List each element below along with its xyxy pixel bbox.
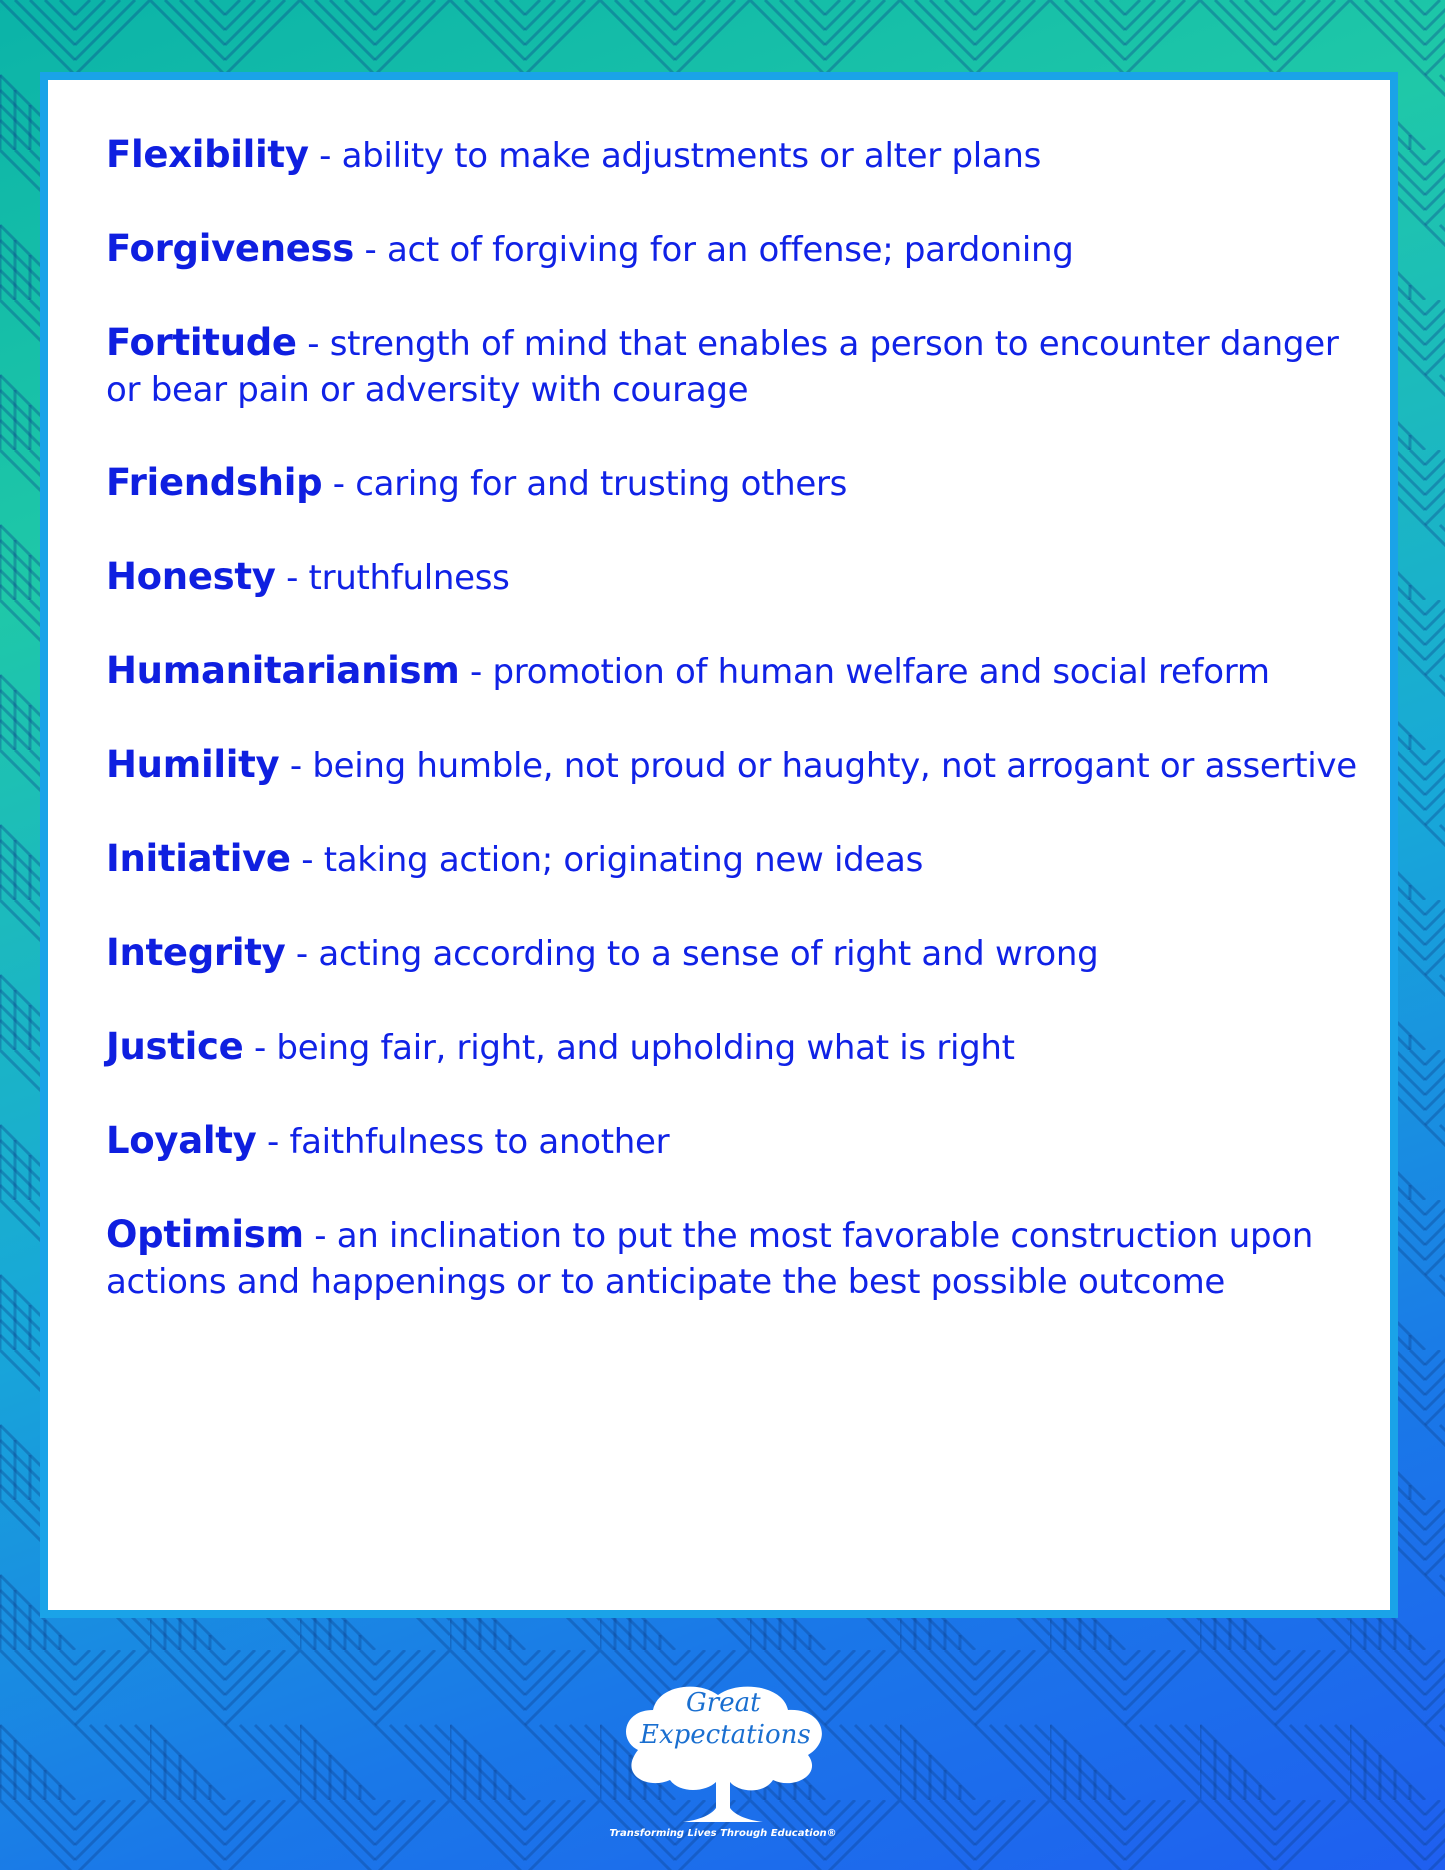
term-separator: - xyxy=(275,558,309,598)
term-separator: - xyxy=(285,934,319,974)
logo-text-expectations: Expectations xyxy=(640,1720,811,1750)
term-separator: - xyxy=(354,230,387,270)
definition-entry xyxy=(106,554,1376,601)
definition-entry xyxy=(106,132,1376,179)
definition-entry xyxy=(106,1212,1376,1305)
term-separator: - xyxy=(279,746,313,786)
term-label: Honesty xyxy=(106,555,276,598)
term-label: Integrity xyxy=(106,931,286,974)
definition-text: promotion of human welfare and social reform xyxy=(492,652,1270,692)
definition-entry xyxy=(106,1024,1376,1071)
term-label: Fortitude xyxy=(106,321,297,364)
term-label: Optimism xyxy=(106,1213,304,1256)
definition-entry xyxy=(106,742,1376,789)
definition-text: faithfulness to another xyxy=(289,1122,670,1162)
definition-entry xyxy=(106,226,1376,273)
definition-text: an inclination to put the most favorable construction upon actions and happenings or to anticipate the best possible outcome xyxy=(106,1216,1314,1302)
definition-entry xyxy=(106,836,1376,883)
term-label: Flexibility xyxy=(106,133,309,176)
term-separator: - xyxy=(296,324,330,364)
term-separator: - xyxy=(322,464,356,504)
definition-text: act of forgiving for an offense; pardoning xyxy=(387,230,1074,270)
definition-entry xyxy=(106,648,1376,695)
definition-text: strength of mind that enables a person to encounter danger or bear pain or adversity with courage xyxy=(106,324,1339,410)
term-label: Loyalty xyxy=(106,1119,257,1162)
term-separator: - xyxy=(290,840,324,880)
definitions-card xyxy=(40,72,1398,1618)
definition-text: being fair, right, and upholding what is right xyxy=(276,1028,1015,1068)
definition-text: being humble, not proud or haughty, not arrogant or assertive xyxy=(312,746,1357,786)
term-label: Humanitarianism xyxy=(106,649,460,692)
definition-entry xyxy=(106,320,1376,413)
great-expectations-logo xyxy=(598,1680,848,1850)
term-label: Justice xyxy=(106,1025,244,1068)
definition-entry xyxy=(106,930,1376,977)
definition-text: truthfulness xyxy=(308,558,510,598)
term-label: Humility xyxy=(106,743,280,786)
logo-text-great: Great xyxy=(686,1688,761,1718)
definition-text: caring for and trusting others xyxy=(355,464,848,504)
term-separator: - xyxy=(303,1216,337,1256)
definition-text: acting according to a sense of right and wrong xyxy=(318,934,1099,974)
definition-entry xyxy=(106,1118,1376,1165)
logo-tagline: Transforming Lives Through Education® xyxy=(609,1828,837,1839)
definition-text: taking action; originating new ideas xyxy=(323,840,923,880)
term-label: Friendship xyxy=(106,461,323,504)
term-separator: - xyxy=(256,1122,290,1162)
term-separator: - xyxy=(243,1028,277,1068)
definition-text: ability to make adjustments or alter plans xyxy=(341,136,1042,176)
term-separator: - xyxy=(459,652,493,692)
term-separator: - xyxy=(308,136,342,176)
term-label: Initiative xyxy=(106,837,291,880)
definitions-list xyxy=(106,132,1376,1352)
term-label: Forgiveness xyxy=(106,227,355,270)
definition-entry xyxy=(106,460,1376,507)
